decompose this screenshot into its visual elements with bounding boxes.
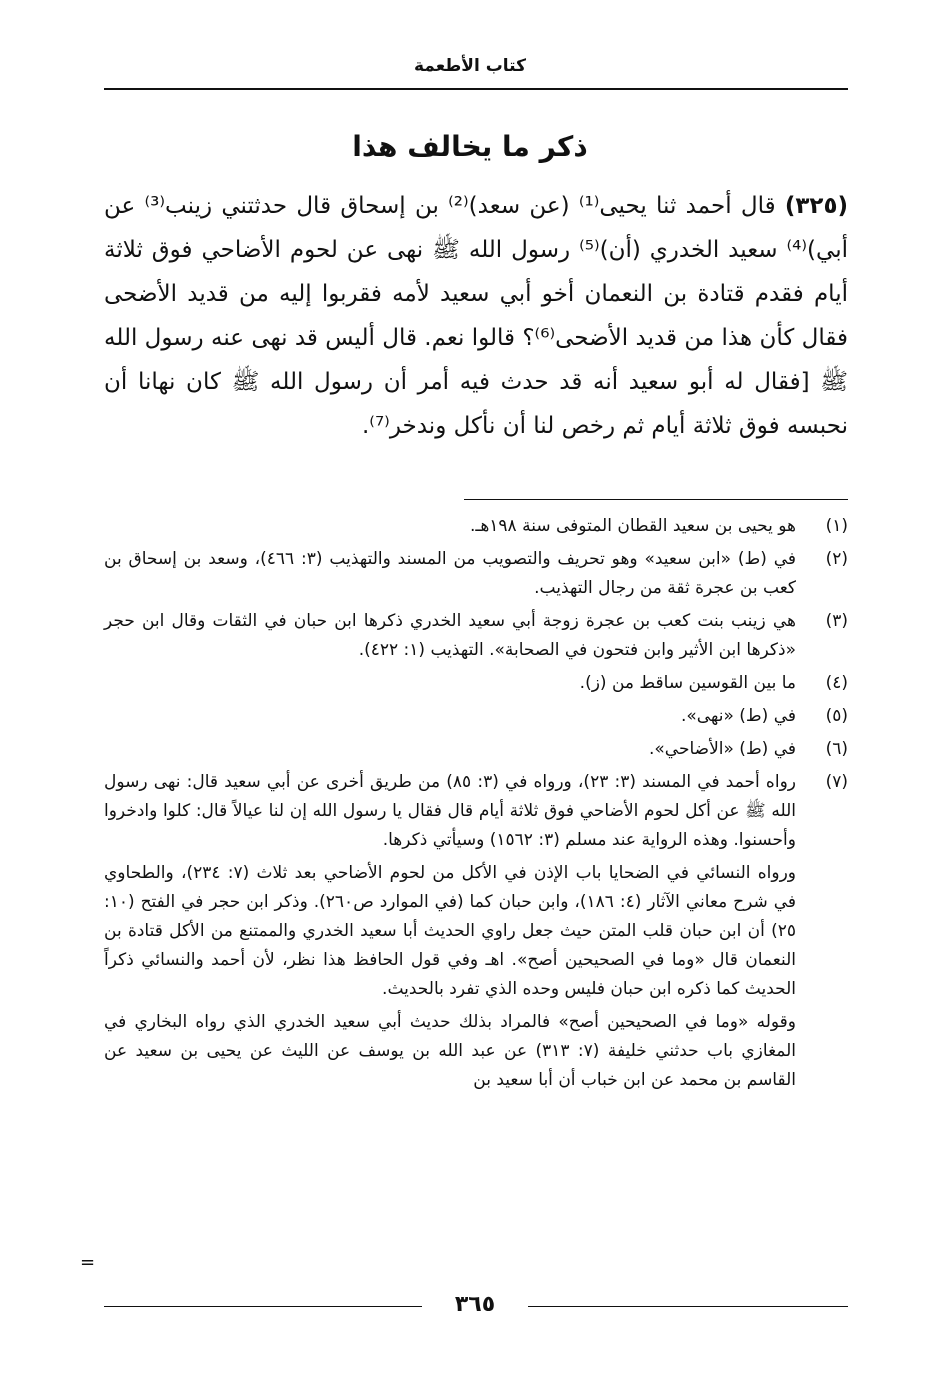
hadith-text: قال أحمد ثنا يحيى⁽¹⁾ (عن سعد)⁽²⁾ بن إسحاق قال حدثتني زينب⁽³⁾ عن أبي)⁽⁴⁾ سعيد الخدري (أن)⁽⁵⁾ رسول الله ﷺ نهى عن لحوم الأضاحي فوق ثلاثة أيام فقدم قتادة بن النعمان أخو أبي سعيد لأمه فقربوا إليه من قديد الأضحى فقال كأن هذا من قديد الأضحى⁽⁶⁾؟ قالوا نعم. قال أليس قد نهى عنه رسول الله ﷺ [فقال له أبو سعيد أنه قد حدث فيه أمر أن رسول الله ﷺ كان نهانا أن نحبسه فوق ثلاثة أيام ثم رخص لنا أن نأكل وندخر⁽⁷⁾. bbox=[104, 193, 848, 439]
header-rule bbox=[104, 88, 848, 90]
footnote-text: رواه أحمد في المسند (٣: ٢٣)، ورواه في (٣: ٨٥) من طريق أخرى عن أبي سعيد قال: نهى رسول الله ﷺ عن أكل لحوم الأضاحي فوق ثلاثة أيام قال فقال يا رسول الله إن لنا عيالاً قال: كلوا وادخروا وأحسنوا. وهذه الرواية عند مسلم (٣: ١٥٦٢) وسيأتي ذكرها. bbox=[104, 772, 796, 850]
main-text bbox=[104, 184, 848, 448]
footnotes bbox=[104, 512, 848, 1099]
footnote bbox=[104, 702, 848, 731]
footnote-number: (٢) bbox=[825, 549, 848, 569]
footnote-number: (١) bbox=[825, 516, 848, 536]
footnote-text: في (ط) «ابن سعيد» وهو تحريف والتصويب من المسند والتهذيب (٣: ٤٦٦)، وسعد بن إسحاق بن كعب بن عجرة ثقة من رجال التهذيب. bbox=[104, 549, 797, 598]
continuation-mark: = bbox=[80, 1252, 96, 1273]
footnote-continuation: ورواه النسائي في الضحايا باب الإذن في الأكل من لحوم الأضاحي بعد ثلاث (٧: ٢٣٤)، والطحاوي في شرح معاني الآثار (٤: ١٨٦)، وابن حبان كما (في الموارد ص٢٦٠). وذكر ابن حجر في الفتح (١٠: ٢٥) أن ابن حبان قلب المتن حيث جعل راوي الحديث أبا سعيد الخدري والممتنع من الأكل قتادة بن النعمان قال «وما في الصحيحين أصح». اهـ وفي قول الحافظ هذا نظر، لأن أحمد والنسائي ذكراً الحديث كما ذكره ابن حبان فليس وحده الذي تفرد بالحديث. bbox=[104, 863, 797, 999]
footnote-text: في (ط) «الأضاحي». bbox=[648, 739, 796, 759]
footnote bbox=[104, 735, 848, 764]
footnote-rule bbox=[464, 499, 848, 500]
footnote-continuation: وقوله «وما في الصحيحين أصح» فالمراد بذلك حديث أبي سعيد الخدري الذي رواه البخاري في المغازي باب حدثني خليفة (٧: ٣١٣) عن عبد الله بن يوسف عن الليث عن يحيى بن سعيد عن القاسم بن محمد عن ابن خباب أن أبا سعيد بن bbox=[104, 1012, 796, 1090]
footer-rule-right bbox=[528, 1306, 848, 1307]
footnote bbox=[104, 545, 848, 603]
footnote-text: ما بين القوسين ساقط من (ز). bbox=[579, 673, 796, 693]
footnote-text: هو يحيى بن سعيد القطان المتوفى سنة ١٩٨هـ. bbox=[469, 516, 796, 536]
footnote bbox=[104, 669, 848, 698]
running-head: كتاب الأطعمة bbox=[413, 56, 526, 76]
footnote-text: في (ط) «نهى». bbox=[680, 706, 796, 726]
footnote bbox=[104, 607, 848, 665]
footnote-number: (٥) bbox=[825, 706, 848, 726]
page-number: ٣٦٥ bbox=[454, 1292, 496, 1317]
section-title: ذكر ما يخالف هذا bbox=[352, 130, 588, 163]
footnote-number: (٣) bbox=[825, 611, 848, 631]
footer-rule-left bbox=[104, 1306, 422, 1307]
hadith-number: (٣٢٥) bbox=[784, 193, 849, 219]
footnote bbox=[104, 512, 848, 541]
footnote-text: هي زينب بنت كعب بن عجرة زوجة أبي سعيد الخدري ذكرها ابن حبان في الثقات وقال ابن حجر «ذكرها ابن الأثير وابن فتحون في الصحابة». التهذيب (١: ٤٢٢). bbox=[104, 611, 796, 660]
footnote-number: (٤) bbox=[825, 673, 848, 693]
footnote-number: (٧) bbox=[825, 772, 848, 792]
footnote-number: (٦) bbox=[825, 739, 848, 759]
footnote bbox=[104, 768, 848, 855]
